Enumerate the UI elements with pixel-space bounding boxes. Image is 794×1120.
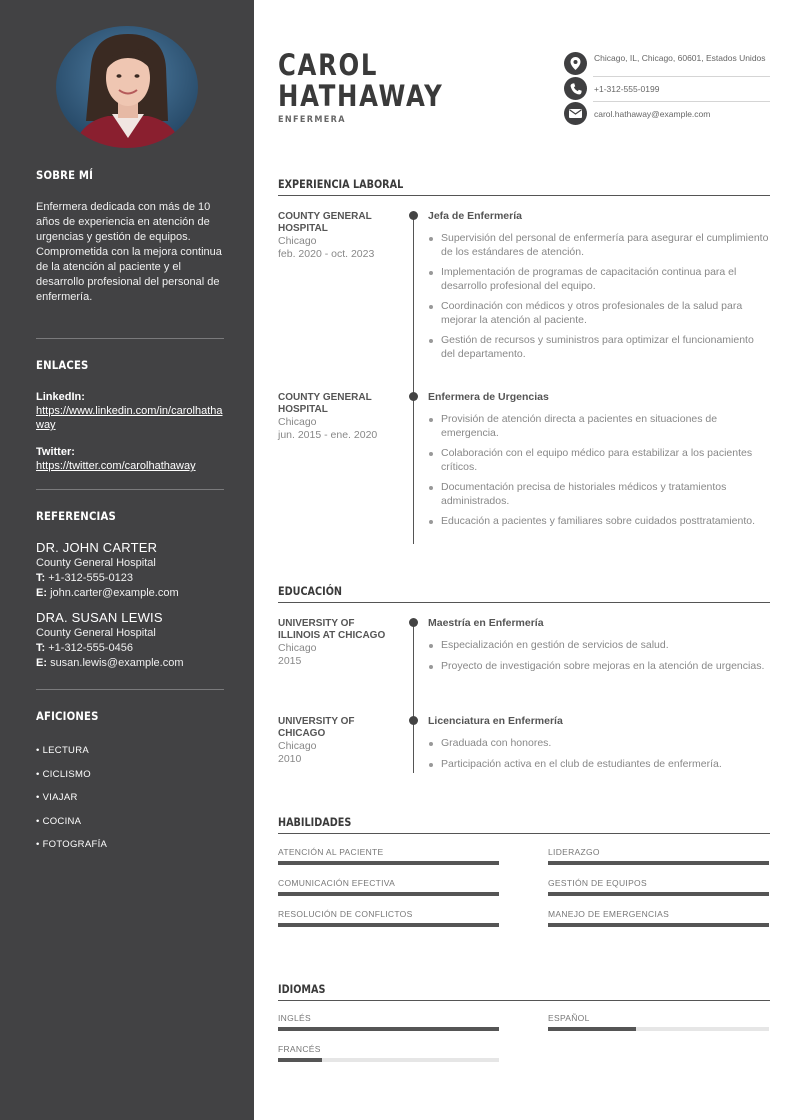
bullet-item: Proyecto de investigación sobre mejoras en la atención de urgencias. <box>428 660 770 674</box>
job-title: ENFERMERA <box>278 115 346 125</box>
experience-heading: EXPERIENCIA LABORAL <box>278 177 404 191</box>
dates: 2010 <box>278 752 302 765</box>
language-item <box>548 1013 769 1031</box>
organization: COUNTY GENERAL HOSPITAL <box>278 211 372 234</box>
degree-title: Maestría en Enfermería <box>428 617 544 629</box>
skill-item <box>548 909 769 927</box>
bullet-item: Documentación precisa de historiales médicos y tratamientos administrados. <box>428 481 770 508</box>
location: Chicago <box>278 642 317 654</box>
skill-bar-fill <box>548 923 769 927</box>
hobby-item: • LECTURA <box>36 745 90 756</box>
mail-icon <box>564 102 587 125</box>
skill-label: GESTIÓN DE EQUIPOS <box>548 878 647 888</box>
references-heading: REFERENCIAS <box>36 509 116 523</box>
education-entry-meta <box>278 618 390 667</box>
reference-phone: T: +1-312-555-0456 <box>36 642 133 654</box>
twitter-label: Twitter: <box>36 446 75 458</box>
role-title: Jefa de Enfermería <box>428 210 522 222</box>
bullet-item: Participación activa en el club de estudiantes de enfermería. <box>428 758 770 772</box>
hobbies-section <box>36 709 224 863</box>
skills-heading: HABILIDADES <box>278 815 352 829</box>
skill-bar-fill <box>548 892 769 896</box>
timeline-dot <box>409 211 418 220</box>
degree-title: Licenciatura en Enfermería <box>428 715 563 727</box>
education-timeline <box>413 621 414 773</box>
bullet-item: Coordinación con médicos y otros profesionales de la salud para mejorar la atención al paciente. <box>428 300 770 327</box>
skill-bar <box>548 892 769 896</box>
linkedin-label: LinkedIn: <box>36 391 85 403</box>
about-heading: SOBRE MÍ <box>36 168 94 182</box>
skill-item <box>278 847 499 865</box>
hobbies-heading: AFICIONES <box>36 709 99 723</box>
language-bar-fill <box>278 1027 499 1031</box>
location: Chicago <box>278 416 317 428</box>
language-label: ESPAÑOL <box>548 1013 590 1023</box>
language-bar-fill <box>278 1058 322 1062</box>
skill-item <box>548 847 769 865</box>
sidebar <box>0 0 254 1120</box>
experience-entry <box>428 391 770 536</box>
timeline-dot <box>409 392 418 401</box>
bullet-item: Gestión de recursos y suministros para optimizar el funcionamiento del departamento. <box>428 334 770 361</box>
reference-item <box>36 610 224 671</box>
skill-item <box>278 878 499 896</box>
divider <box>278 195 770 196</box>
role-title: Enfermera de Urgencias <box>428 391 549 403</box>
dates: 2015 <box>278 654 302 667</box>
linkedin-link[interactable]: https://www.linkedin.com/in/carolhathaway <box>36 405 223 431</box>
skill-label: LIDERAZGO <box>548 847 600 857</box>
reference-name: DR. JOHN CARTER <box>36 540 158 555</box>
language-bar-fill <box>548 1027 636 1031</box>
location: Chicago <box>278 740 317 752</box>
hobbies-list <box>36 745 224 863</box>
language-item <box>278 1044 499 1062</box>
reference-name: DRA. SUSAN LEWIS <box>36 610 163 625</box>
bullet-item: Provisión de atención directa a pacientes en situaciones de emergencia. <box>428 413 770 440</box>
bullet-item: Supervisión del personal de enfermería para asegurar el cumplimiento de los estándares de atención. <box>428 232 770 259</box>
links-heading: ENLACES <box>36 358 89 372</box>
divider <box>36 489 224 490</box>
reference-email: E: john.carter@example.com <box>36 587 179 599</box>
institution: UNIVERSITY OF ILLINOIS AT CHICAGO <box>278 618 386 641</box>
link-item <box>36 390 224 432</box>
experience-entry-meta <box>278 392 390 441</box>
organization: COUNTY GENERAL HOSPITAL <box>278 392 372 415</box>
skill-label: COMUNICACIÓN EFECTIVA <box>278 878 396 888</box>
skill-bar <box>278 923 499 927</box>
twitter-link[interactable]: https://twitter.com/carolhathaway <box>36 460 196 472</box>
contact-phone: +1-312-555-0199 <box>564 77 770 100</box>
links-section <box>36 358 224 473</box>
skill-label: MANEJO DE EMERGENCIAS <box>548 909 670 919</box>
divider <box>278 833 770 834</box>
education-heading: EDUCACIÓN <box>278 584 343 598</box>
skill-bar-fill <box>278 892 499 896</box>
language-label: FRANCÉS <box>278 1044 321 1054</box>
skill-label: RESOLUCIÓN DE CONFLICTOS <box>278 909 413 919</box>
reference-item <box>36 540 224 601</box>
language-item <box>278 1013 499 1031</box>
dates: jun. 2015 - ene. 2020 <box>278 428 378 441</box>
link-item <box>36 445 224 473</box>
bullet-item: Educación a pacientes y familiares sobre cuidados posttratamiento. <box>428 515 770 529</box>
skill-bar <box>548 923 769 927</box>
skill-bar <box>278 892 499 896</box>
experience-timeline <box>413 214 414 544</box>
divider <box>278 602 770 603</box>
divider <box>36 338 224 339</box>
skill-bar <box>548 861 769 865</box>
timeline-dot <box>409 716 418 725</box>
about-text: Enfermera dedicada con más de 10 años de experiencia en atención de urgencias y gestión de equipos. Comprometida con la mejora continua de la atención al paciente y el desarrollo profesional del personal de enfermería. <box>36 201 222 303</box>
contact-email: carol.hathaway@example.com <box>564 102 770 125</box>
experience-entry-meta <box>278 211 390 260</box>
about-section <box>36 168 224 305</box>
references-section <box>36 509 224 671</box>
language-bar <box>548 1027 769 1031</box>
reference-phone: T: +1-312-555-0123 <box>36 572 133 584</box>
skill-bar-fill <box>278 861 499 865</box>
hobby-item: • FOTOGRAFÍA <box>36 839 108 850</box>
profile-photo <box>56 26 198 148</box>
dates: feb. 2020 - oct. 2023 <box>278 247 375 260</box>
language-label: INGLÉS <box>278 1013 311 1023</box>
location: Chicago <box>278 235 317 247</box>
reference-email: E: susan.lewis@example.com <box>36 657 184 669</box>
language-bar <box>278 1027 499 1031</box>
experience-entry <box>428 210 770 368</box>
bullet-item: Implementación de programas de capacitación continua para el desarrollo profesional del equipo. <box>428 266 770 293</box>
institution: UNIVERSITY OF CHICAGO <box>278 716 355 739</box>
reference-org: County General Hospital <box>36 557 156 569</box>
divider <box>278 1000 770 1001</box>
education-entry <box>428 617 770 680</box>
languages-heading: IDIOMAS <box>278 982 326 996</box>
hobby-item: • VIAJAR <box>36 792 78 803</box>
bullet-item: Graduada con honores. <box>428 737 770 751</box>
language-bar <box>278 1058 499 1062</box>
timeline-dot <box>409 618 418 627</box>
location-icon <box>564 52 587 75</box>
skill-item <box>548 878 769 896</box>
skill-item <box>278 909 499 927</box>
bullet-item: Especialización en gestión de servicios de salud. <box>428 639 770 653</box>
candidate-name: CAROL HATHAWAY <box>278 48 444 113</box>
skill-label: ATENCIÓN AL PACIENTE <box>278 847 384 857</box>
reference-org: County General Hospital <box>36 627 156 639</box>
hobby-item: • CICLISMO <box>36 768 91 780</box>
divider <box>36 689 224 690</box>
education-entry <box>428 715 770 778</box>
phone-icon <box>564 77 587 100</box>
education-entry-meta <box>278 716 390 765</box>
bullet-item: Colaboración con el equipo médico para estabilizar a los pacientes críticos. <box>428 447 770 474</box>
skill-bar-fill <box>278 923 499 927</box>
skill-bar-fill <box>548 861 769 865</box>
hobby-item: • COCINA <box>36 815 82 827</box>
skill-bar <box>278 861 499 865</box>
contact-address: Chicago, IL, Chicago, 60601, Estados Unidos <box>564 52 770 75</box>
